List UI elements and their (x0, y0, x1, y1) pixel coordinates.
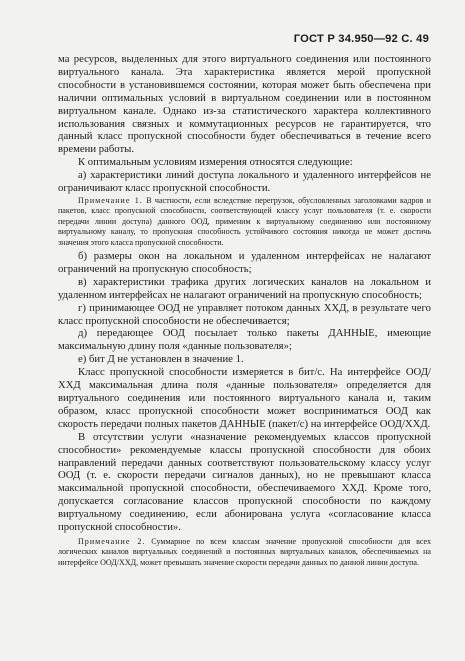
note-2-text: Суммарное по всем классам значение пропускной способности для всех логических каналов виртуальных соединений и постоянных виртуальных каналов, обеспечиваемых на интерфейсе ООД/ХХД, может превышать значение скорости передачи данных по данной линии доступа. (58, 536, 431, 567)
paragraph-recommended-classes: В отсутствии услуги «назначение рекомендуемых классов пропускной способности» рекомендуемые классы пропускной способности для обоих направлений передачи данных соответствуют пользовательскому классу услуг ООД (т. е. скорости передачи сигналов данных), но не превышают класса максимальной пропускной способности, обеспечиваемого ХХД. Кроме того, допускается согласование классов пропускной способности по каждому виртуальному соединению, если абонирована услуга «согласование класса пропускной способности». (58, 430, 431, 534)
condition-item-d: д) передающее ООД посылает только пакеты ДАННЫЕ, имеющие максимальную длину поля «данные пользователя»; (58, 327, 431, 353)
paragraph-continuation: ма ресурсов, выделенных для этого виртуального соединения или постоянного виртуального канала. Эта характеристика является мерой пропускной способности в установившемся состоянии, которая может быть обеспечена при наличии оптимальных условий в виртуальном соединении или в постоянном виртуальном канале. Однако из-за статистического характера коллективного использования связных и коммутационных ресурсов не гарантируется, что данный класс пропускной способности будет обеспечиваться в течение всего времени работы. (58, 53, 431, 156)
paragraph-conditions-intro: К оптимальным условиям измерения относятся следующие: (78, 156, 353, 169)
condition-item-g: г) принимающее ООД не управляет потоком данных ХХД, в результате чего класс пропускной способности не обеспечивается; (58, 301, 431, 327)
paragraph-throughput-class: Класс пропускной способности измеряется в бит/с. На интерфейсе ООД/ХХД максимальная длина поля «данные пользователя» определяется для виртуального соединения или постоянного виртуального канала и, таким образом, класс пропускной способности может восприниматься ООД как скорость передачи полных пакетов ДАННЫЕ (пакет/с) на интерфейсе ООД/ХХД. (58, 366, 431, 430)
condition-item-e: е) бит Д не установлен в значение 1. (78, 353, 244, 366)
note-2 (58, 537, 431, 568)
page-header: ГОСТ Р 34.950—92 С. 49 (293, 33, 429, 45)
note-2-label: Примечание 2. (78, 536, 146, 546)
condition-item-v: в) характеристики трафика других логических каналов на локальном и удаленном интерфейсах не налагают ограничений на пропускную способность; (58, 275, 431, 301)
note-1-text: В частности, если вследствие перегрузок, обусловленных заголовками кадров и пакетов, класс пропускной способности, соответствующей классу услуг пользователя (т. е. скорости передачи линии доступа) данного ООД, применим к виртуальному соединению или постоянному виртуальному каналу, то пропускная способность устойчивого состояния никогда не может достичь значения этого класса пропускной способности. (58, 195, 431, 247)
condition-item-b: б) размеры окон на локальном и удаленном интерфейсах не налагают ограничений на пропускную способность; (58, 250, 431, 275)
document-body (58, 53, 431, 570)
note-1 (58, 196, 431, 248)
condition-item-a: а) характеристики линий доступа локального и удаленного интерфейсов не ограничивают класс пропускной способности. (58, 169, 431, 195)
note-1-label: Примечание 1. (78, 195, 143, 205)
